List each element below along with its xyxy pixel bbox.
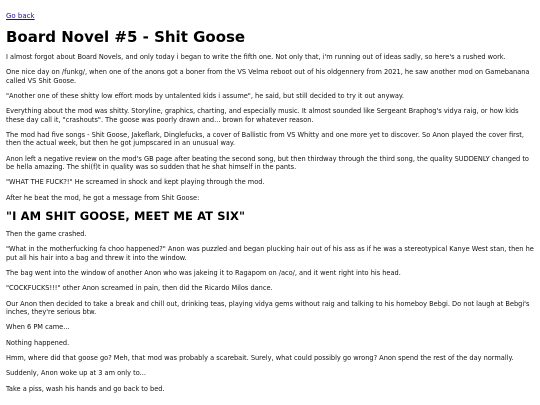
- paragraph: Hmm, where did that goose go? Meh, that mod was probably a scarebait. Surely, what could possibly go wrong? Anon spend the rest of the day normally.: [6, 354, 514, 363]
- paragraph: "COCKFUCKS!!!" other Anon screamed in pain, then did the Ricardo Milos dance.: [6, 284, 273, 293]
- go-back-link[interactable]: Go back: [6, 12, 35, 20]
- paragraph: Our Anon then decided to take a break and chill out, drinking teas, playing vidya gems without raig and talking to his homeboy Bebgi. Do not laugh at Bebgi's inches, they're serious btw.: [6, 299, 530, 316]
- paragraph: Nothing happened.: [6, 338, 70, 347]
- paragraph: The mod had five songs - Shit Goose, Jakeflark, Dinglefucks, a cover of Ballistic from VS Whitty and one more yet to discover. So Anon played the cover first, then the actual week, but then he got jumpscared in an unusual way.: [6, 130, 524, 148]
- paragraph: Take a piss, wash his hands and go back to bed.: [6, 384, 165, 393]
- paragraph: The bag went into the window of another Anon who was jakeing it to Ragapom on /aco/, and it went right into his head.: [6, 268, 401, 277]
- paragraph: Everything about the mod was shitty. Storyline, graphics, charting, and especially music. It almost sounded like Sergeant Braphog's vidya raig, or how kids these day call it, "crashouts". The goose was poorly drawn and... brown for whatever reason.: [6, 107, 519, 124]
- page-title: Board Novel #5 - Shit Goose: [6, 28, 246, 46]
- paragraph: Anon left a negative review on the mod's GB page after beating the second song, but then thirdway through the third song, the quality SUDDENLY changed to be hella amazing. The shi(f)t in quality was so sudden that he shat himself in the pants.: [6, 154, 529, 171]
- paragraph: "WHAT THE FUCK?!" He screamed in shock and kept playing through the mod.: [6, 178, 265, 187]
- paragraph: "Another one of these shitty low effort mods by untalented kids i assume", he said, but still decided to try it out anyway.: [6, 91, 404, 100]
- shout-heading: "I AM SHIT GOOSE, MEET ME AT SIX": [6, 208, 246, 223]
- paragraph: Then the game crashed.: [6, 229, 87, 238]
- paragraph: "What in the motherfucking fa choo happened?" Anon was puzzled and began plucking hair out of his ass as if he was a stereotypical Kanye West stan, then he put all his hair into a bag and threw it into the window.: [6, 245, 534, 262]
- paragraph: When 6 PM came...: [6, 323, 70, 332]
- paragraph: Suddenly, Anon woke up at 3 am only to...: [6, 369, 146, 378]
- paragraph: After he beat the mod, he got a message from Shit Goose:: [6, 193, 200, 202]
- paragraph: One nice day on /funkg/, when one of the anons got a boner from the VS Velma reboot out of his oldgennery from 2021, he saw another mod on Gamebanana called VS Shit Goose.: [6, 68, 530, 85]
- paragraph: I almost forgot about Board Novels, and only today i began to write the fifth one. Not only that, i'm running out of ideas sadly, so here's a rushed work.: [6, 53, 506, 61]
